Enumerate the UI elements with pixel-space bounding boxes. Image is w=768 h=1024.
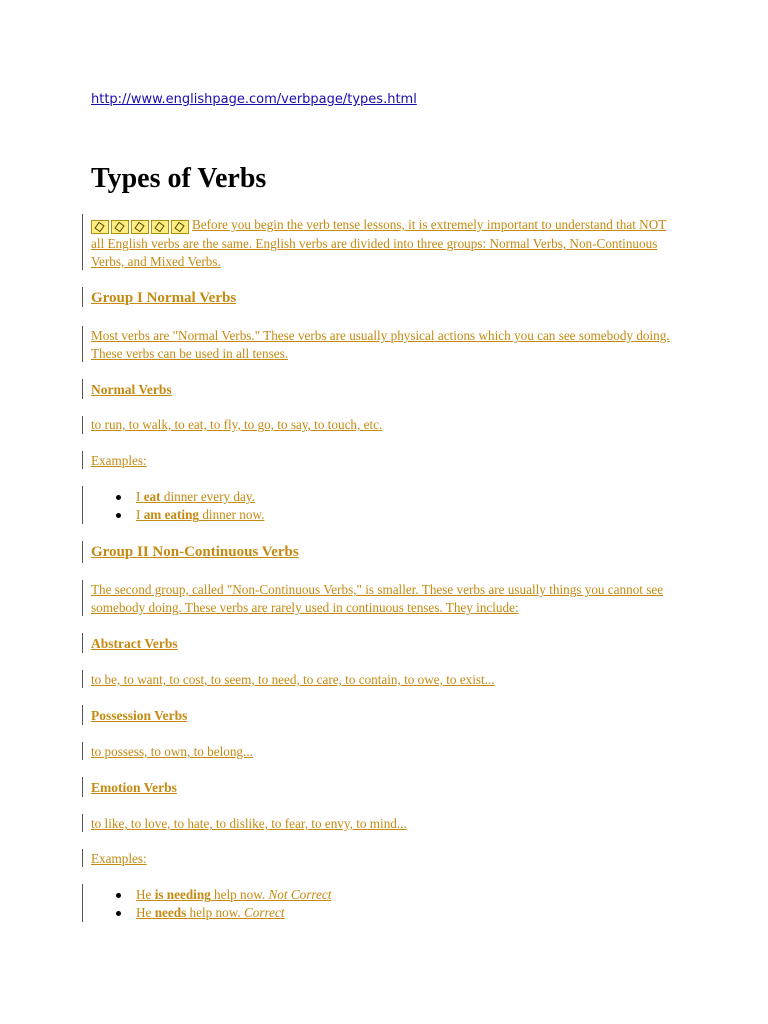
intro-paragraph bbox=[91, 216, 681, 271]
change-bar bbox=[82, 580, 83, 616]
link-icon bbox=[171, 220, 189, 234]
change-bar bbox=[82, 670, 83, 688]
change-bar bbox=[82, 416, 83, 434]
link-icon bbox=[151, 220, 169, 234]
group1-examples-list bbox=[91, 488, 681, 524]
link-icon bbox=[131, 220, 149, 234]
possession-verbs-heading: Possession Verbs bbox=[91, 708, 188, 723]
group1-description: Most verbs are "Normal Verbs." These verbs are usually physical actions which you can see somebody doing. These verbs can be used in all tenses. bbox=[91, 328, 670, 361]
normal-verbs-heading: Normal Verbs bbox=[91, 382, 172, 397]
change-bar bbox=[82, 214, 83, 270]
change-bar bbox=[82, 742, 83, 760]
change-bar bbox=[82, 451, 83, 469]
emotion-verbs-heading: Emotion Verbs bbox=[91, 780, 177, 795]
list-item: I eat dinner every day. bbox=[91, 488, 681, 506]
list-item: He is needing help now. Not Correct bbox=[91, 886, 681, 904]
source-url-link[interactable]: http://www.englishpage.com/verbpage/types.html bbox=[91, 92, 417, 107]
change-bar bbox=[82, 326, 83, 362]
change-bar bbox=[82, 379, 83, 399]
normal-verbs-list: to run, to walk, to eat, to fly, to go, to say, to touch, etc. bbox=[91, 417, 383, 432]
page-title: Types of Verbs bbox=[91, 163, 267, 194]
change-bar bbox=[82, 486, 83, 524]
change-bar bbox=[82, 884, 83, 922]
list-item: He needs help now. Correct bbox=[91, 904, 681, 922]
group1-examples-label: Examples: bbox=[91, 453, 147, 468]
link-icon bbox=[111, 220, 129, 234]
abstract-verbs-list: to be, to want, to cost, to seem, to need, to care, to contain, to owe, to exist... bbox=[91, 672, 495, 687]
list-item: I am eating dinner now. bbox=[91, 506, 681, 524]
link-icon bbox=[91, 220, 109, 234]
intro-text: Before you begin the verb tense lessons, it is extremely important to understand that NOT all English verbs are the same. English verbs are divided into three groups: Normal Verbs, Non-Continuous Verbs, and Mixed Verbs. bbox=[91, 217, 667, 269]
change-bar bbox=[82, 705, 83, 725]
group2-description: The second group, called "Non-Continuous Verbs," is smaller. These verbs are usually things you cannot see somebody doing. These verbs are rarely used in continuous tenses. They include: bbox=[91, 582, 664, 615]
group1-heading: Group I Normal Verbs bbox=[91, 290, 237, 306]
change-bar bbox=[82, 287, 83, 307]
abstract-verbs-heading: Abstract Verbs bbox=[91, 636, 178, 651]
group2-examples-list bbox=[91, 886, 681, 922]
change-bar bbox=[82, 849, 83, 867]
change-bar bbox=[82, 814, 83, 832]
change-bar bbox=[82, 633, 83, 653]
inline-icons bbox=[91, 217, 191, 235]
possession-verbs-list: to possess, to own, to belong... bbox=[91, 744, 253, 759]
group2-heading: Group II Non-Continuous Verbs bbox=[91, 544, 299, 560]
change-bar bbox=[82, 777, 83, 797]
emotion-verbs-list: to like, to love, to hate, to dislike, to fear, to envy, to mind... bbox=[91, 816, 407, 831]
group2-examples-label: Examples: bbox=[91, 851, 147, 866]
change-bar bbox=[82, 541, 83, 563]
